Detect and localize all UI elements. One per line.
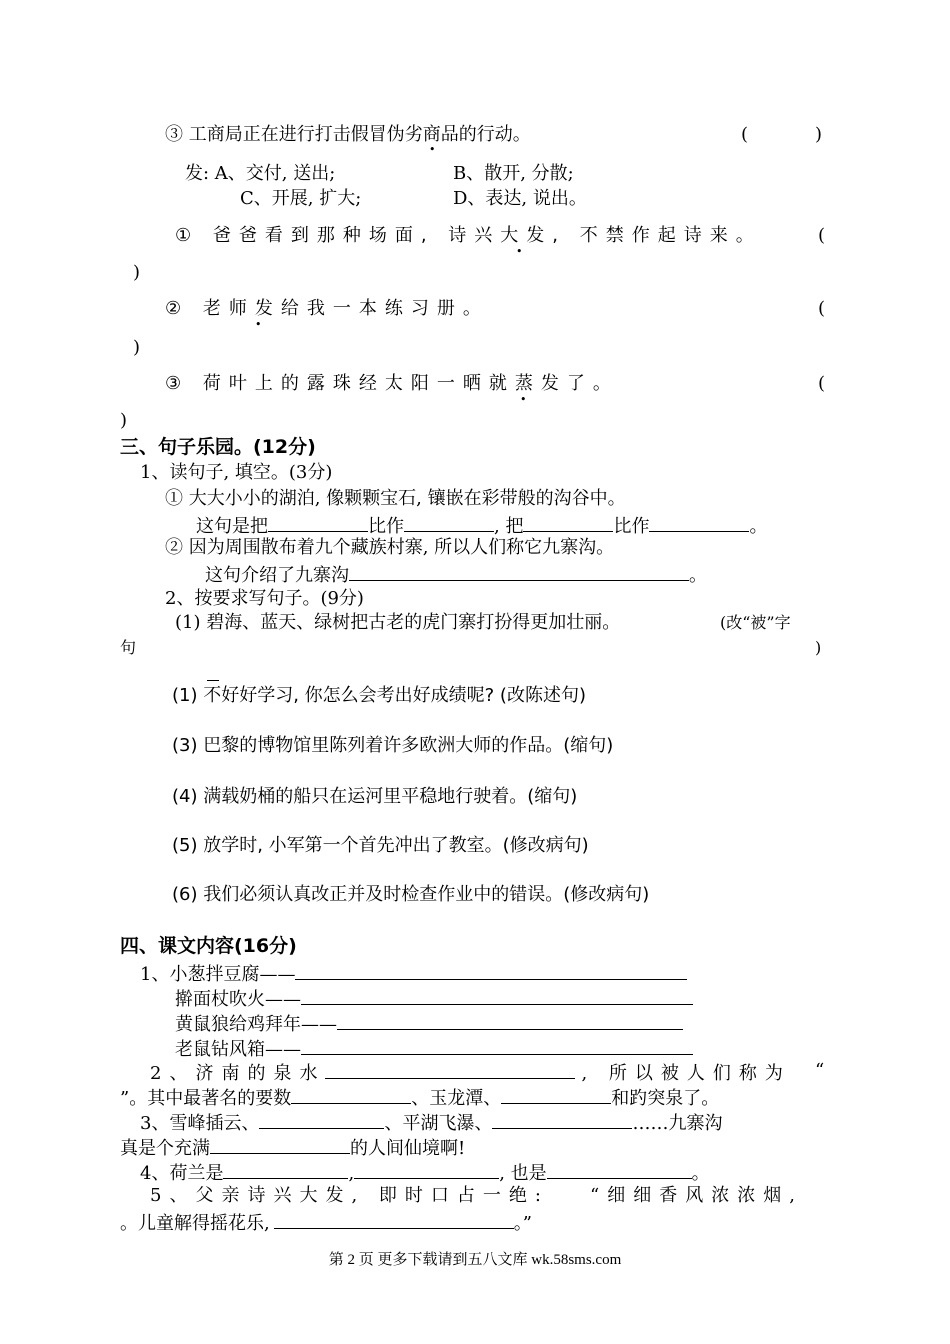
quancheng-line-2 [120,1085,719,1110]
jiuzhaigou-line-2 [120,1135,465,1160]
item-text: 、玉龙潭、 [411,1088,502,1109]
rewrite-1: (1) 碧海、蓝天、绿树把古老的虎门寨打扮得更加壮丽。 [175,612,621,633]
fill-text: 比作 [368,516,404,537]
sub-question-2: 2、按要求写句子。(9分) [165,588,364,609]
answer-blank[interactable] [301,986,693,1005]
fill-text: , 把 [494,516,524,537]
answer-paren-open: ( [818,298,826,319]
answer-paren-close: ) [133,262,141,283]
sentence-2: ② 因为周围散布着九个藏族村寨, 所以人们称它九寨沟。 [165,537,615,558]
metaphor-fill-line [196,513,767,538]
item-text: , [348,1163,355,1184]
rewrite-3: (3) 巴黎的博物馆里陈列着许多欧洲大师的作品。(缩句) [172,735,614,756]
answer-blank[interactable] [337,1011,683,1030]
answer-blank[interactable] [492,1110,632,1129]
holland-line [140,1160,710,1185]
fill-text: 这句介绍了九寨沟 [205,565,349,586]
item-text: 和趵突泉了。 [611,1088,720,1109]
rewrite-1-note: (改“被”字 [720,613,791,632]
item-text: 4、荷兰是 [140,1163,224,1184]
item-text: 。 [691,1163,710,1184]
fa-question-1: ① 爸爸看到那种场面, 诗兴大发, 不禁作起诗来。 [175,225,762,246]
answer-blank[interactable] [291,1085,411,1104]
jiuzhaigou-line [140,1110,722,1135]
xiehouyu-text: 黄鼠狼给鸡拜年—— [175,1014,337,1035]
answer-blank[interactable] [274,1210,514,1229]
answer-paren-close: ) [120,410,128,431]
emphasis-dot: • [516,245,523,258]
fill-text: 比作 [613,516,650,537]
jiuzhaigou-fill-line [205,562,707,587]
answer-blank[interactable] [259,1110,384,1129]
quote-open: “ [815,1060,825,1081]
item-text: , 所以被人们称为 [581,1063,791,1084]
emphasis-dot: • [255,318,262,331]
answer-blank[interactable] [349,562,689,581]
rewrite-5: (5) 放学时, 小军第一个首先冲出了教室。(修改病句) [172,835,589,856]
fill-text: 。 [749,516,768,537]
rewrite-6: (6) 我们必须认真改正并及时检查作业中的错误。(修改病句) [172,884,650,905]
section-3-heading: 三、句子乐园。(12分) [120,436,316,458]
item-text: ”。其中最著名的要数 [120,1088,292,1109]
poem-line: 5、父亲诗兴大发, 即时口占一绝: [150,1185,549,1206]
section-4-heading: 四、课文内容(16分) [120,935,297,957]
item-text: 的人间仙境啊! [350,1138,466,1159]
xiehouyu-text: 擀面杖吹火—— [175,989,301,1010]
sub-question-1: 1、读句子, 填空。(3分) [140,462,333,483]
answer-paren-open: ( [818,373,826,394]
fa-question-3: ③ 荷叶上的露珠经太阳一晒就蒸发了。 [165,373,619,394]
fa-option-c: C、开展, 扩大; [240,188,362,209]
answer-blank[interactable] [649,513,749,532]
item-text: 、平湖飞瀑、 [384,1113,493,1134]
page-footer: 第 2 页 更多下载请到五八文库 wk.58sms.com [328,1252,622,1268]
answer-paren-open: ( [741,124,749,145]
answer-blank[interactable] [501,1085,611,1104]
answer-blank[interactable] [268,513,368,532]
answer-blank[interactable] [523,513,613,532]
poem-quote: “细细香风浓浓烟, [590,1185,803,1206]
item-text: , 也是 [499,1163,547,1184]
answer-blank[interactable] [295,961,687,980]
item-text: 。” [513,1213,532,1234]
answer-blank[interactable] [325,1060,575,1079]
xiehouyu-text: 1、小葱拌豆腐—— [140,964,296,985]
answer-blank[interactable] [404,513,494,532]
xiehouyu-text: 老鼠钻风箱—— [175,1039,301,1060]
xiehouyu-3 [175,1011,683,1036]
fa-question-2: ② 老师发给我一本练习册。 [165,298,489,319]
item-text: 。儿童解得摇花乐, [120,1213,270,1234]
sentence-1: ① 大大小小的湖泊, 像颗颗宝石, 镶嵌在彩带般的沟谷中。 [165,488,626,509]
fa-option-a: 发: A、交付, 送出; [185,163,336,184]
item-text: 真是个充满 [120,1138,210,1159]
item-text: ……九寨沟 [632,1113,723,1134]
quancheng-line [150,1060,791,1085]
fa-option-d: D、表达, 说出。 [453,188,587,209]
answer-blank[interactable] [223,1160,348,1179]
rewrite-1-note-3: ) [815,638,822,657]
xiehouyu-2 [175,986,693,1011]
poem-line-2 [120,1210,532,1235]
answer-blank[interactable] [210,1135,350,1154]
emphasis-dot: • [520,393,527,406]
xiehouyu-4 [175,1036,693,1061]
fa-option-b: B、散开, 分散; [453,163,574,184]
answer-paren-close: ) [133,337,141,358]
rewrite-4: (4) 满载奶桶的船只在运河里平稳地行驶着。(缩句) [172,786,578,807]
fill-text: 。 [689,565,707,586]
answer-blank[interactable] [547,1160,692,1179]
rewrite-1-note-2: 句 [120,638,137,657]
fill-text: 这句是把 [196,516,268,537]
answer-blank[interactable] [354,1160,499,1179]
answer-paren-open: ( [818,225,826,246]
xiehouyu-1 [140,961,687,986]
q3-sentence: ③ 工商局正在进行打击假冒伪劣商品的行动。 [165,124,531,145]
item-text: 2、济南的泉水 [150,1063,326,1084]
answer-paren-close: ) [815,124,823,145]
answer-blank[interactable] [301,1036,693,1055]
rewrite-2: (1) 不好好学习, 你怎么会考出好成绩呢? (改陈述句) [172,685,586,706]
item-text: 3、雪峰插云、 [140,1113,260,1134]
underline-mark [207,680,219,681]
emphasis-dot: • [429,143,436,156]
